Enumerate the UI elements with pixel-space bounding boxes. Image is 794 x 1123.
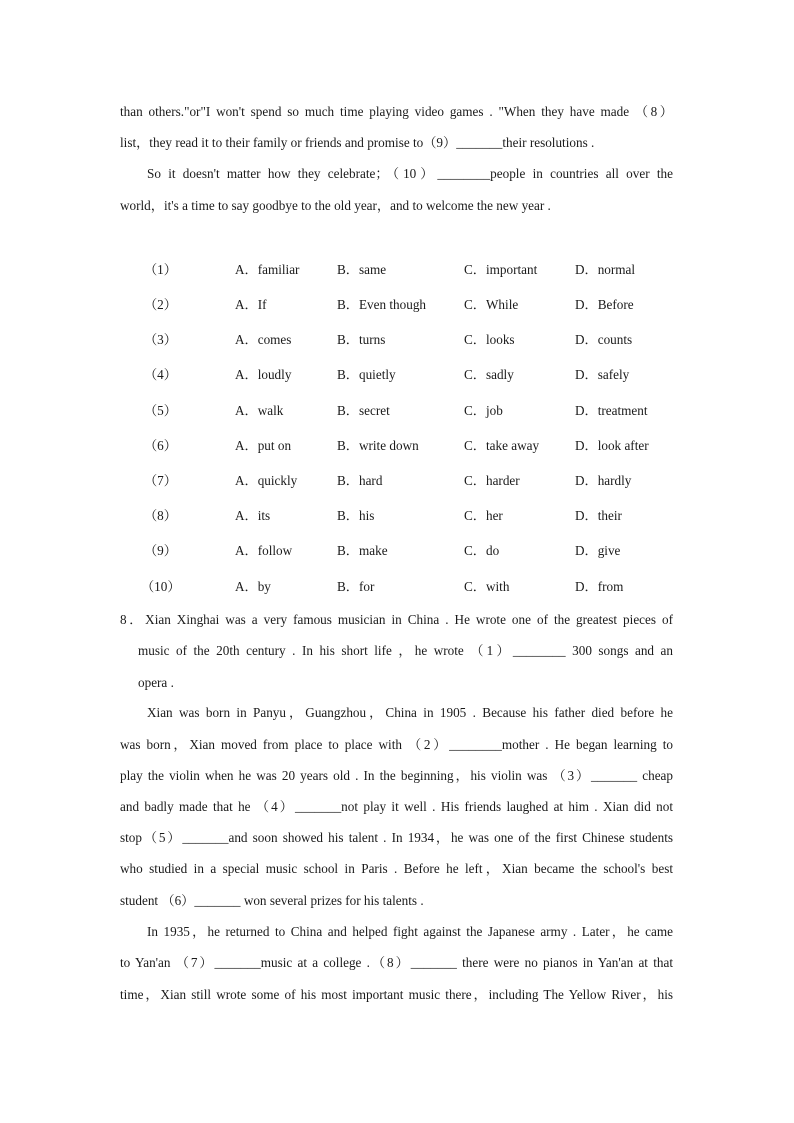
option-c: C．take away	[464, 438, 540, 453]
option-row-6	[0, 437, 794, 455]
option-b: B．quietly	[337, 367, 396, 382]
passage8-line-6: play the violin when he was 20 years old . In the beginning，his violin was （3）_______ cheap	[120, 768, 673, 783]
question-number: （5）	[144, 403, 177, 418]
option-c: C．her	[464, 508, 503, 523]
option-d: D．hardly	[575, 473, 632, 488]
option-a: A．walk	[235, 403, 284, 418]
option-b: B．hard	[337, 473, 383, 488]
option-b: B．Even though	[337, 297, 427, 312]
option-c: C．important	[464, 262, 538, 277]
passage8-line-4: Xian was born in Panyu，Guangzhou，China in 1905 . Because his father died before he	[147, 705, 673, 720]
question-number: （2）	[144, 297, 177, 312]
option-d: D．Before	[575, 297, 634, 312]
option-d: D．normal	[575, 262, 636, 277]
option-b: B．turns	[337, 332, 386, 347]
passage7-line-4: world，it's a time to say goodbye to the old year，and to welcome the new year .	[120, 198, 551, 213]
passage8-line-10: student （6）_______ won several prizes for his talents .	[120, 893, 424, 908]
passage8-line-3: opera .	[138, 675, 174, 690]
passage8-line-13: time，Xian still wrote some of his most important music there，including The Yellow River，his	[120, 987, 673, 1002]
option-a: A．comes	[235, 332, 292, 347]
option-b: B．secret	[337, 403, 390, 418]
question-number: （10）	[141, 579, 181, 594]
option-b: B．make	[337, 543, 388, 558]
question-number: （4）	[144, 367, 177, 382]
question-number: （7）	[144, 473, 177, 488]
option-b: B．same	[337, 262, 387, 277]
option-a: A．follow	[235, 543, 293, 558]
option-c: C．While	[464, 297, 519, 312]
option-a: A．loudly	[235, 367, 292, 382]
question-number: （6）	[144, 438, 177, 453]
option-d: D．counts	[575, 332, 633, 347]
option-b: B．for	[337, 579, 375, 594]
question-number: （1）	[144, 262, 177, 277]
option-d: D．safely	[575, 367, 630, 382]
option-row-4	[0, 366, 794, 384]
question-number: （3）	[144, 332, 177, 347]
option-a: A．If	[235, 297, 267, 312]
option-c: C．job	[464, 403, 503, 418]
passage8-line-2: music of the 20th century . In his short life ，he wrote （1）________ 300 songs and an	[138, 643, 673, 658]
option-row-5	[0, 402, 794, 420]
option-a: A．put on	[235, 438, 292, 453]
option-row-7	[0, 472, 794, 490]
passage7-line-3: So it doesn't matter how they celebrate；（10）________people in countries all over the	[147, 166, 673, 181]
option-c: C．with	[464, 579, 510, 594]
option-row-3	[0, 331, 794, 349]
option-d: D．from	[575, 579, 624, 594]
passage7-line-1: than others."or"I won't spend so much time playing video games . "When they have made （8）	[120, 104, 673, 119]
option-a: A．by	[235, 579, 271, 594]
passage8-line-9: who studied in a special music school in Paris . Before he left，Xian became the school's best	[120, 861, 673, 876]
option-a: A．quickly	[235, 473, 298, 488]
passage8-line-7: and badly made that he （4）_______not play it well . His friends laughed at him . Xian did not	[120, 799, 673, 814]
option-row-2	[0, 296, 794, 314]
option-d: D．give	[575, 543, 621, 558]
passage7-line-2: list，they read it to their family or friends and promise to（9）_______their resolutions .	[120, 135, 595, 150]
option-c: C．looks	[464, 332, 515, 347]
passage8-line-1: 8．Xian Xinghai was a very famous musician in China . He wrote one of the greatest pieces of	[120, 612, 673, 627]
option-row-1	[0, 261, 794, 279]
option-row-8	[0, 507, 794, 525]
option-d: D．their	[575, 508, 622, 523]
option-b: B．write down	[337, 438, 419, 453]
passage8-line-5: was born，Xian moved from place to place with （2）________mother . He began learning to	[120, 737, 673, 752]
option-c: C．harder	[464, 473, 520, 488]
passage8-line-11: In 1935，he returned to China and helped fight against the Japanese army . Later，he came	[147, 924, 673, 939]
passage8-line-12: to Yan'an （7）_______music at a college .（8）_______ there were no pianos in Yan'an at that	[120, 955, 673, 970]
option-a: A．familiar	[235, 262, 300, 277]
option-row-10	[0, 578, 794, 596]
passage8-line-8: stop（5）_______and soon showed his talent . In 1934，he was one of the first Chinese students	[120, 830, 673, 845]
option-b: B．his	[337, 508, 375, 523]
option-a: A．its	[235, 508, 271, 523]
question-number: （9）	[144, 543, 177, 558]
option-d: D．look after	[575, 438, 649, 453]
option-d: D．treatment	[575, 403, 648, 418]
option-c: C．sadly	[464, 367, 514, 382]
option-row-9	[0, 542, 794, 560]
question-number: （8）	[144, 508, 177, 523]
option-c: C．do	[464, 543, 500, 558]
